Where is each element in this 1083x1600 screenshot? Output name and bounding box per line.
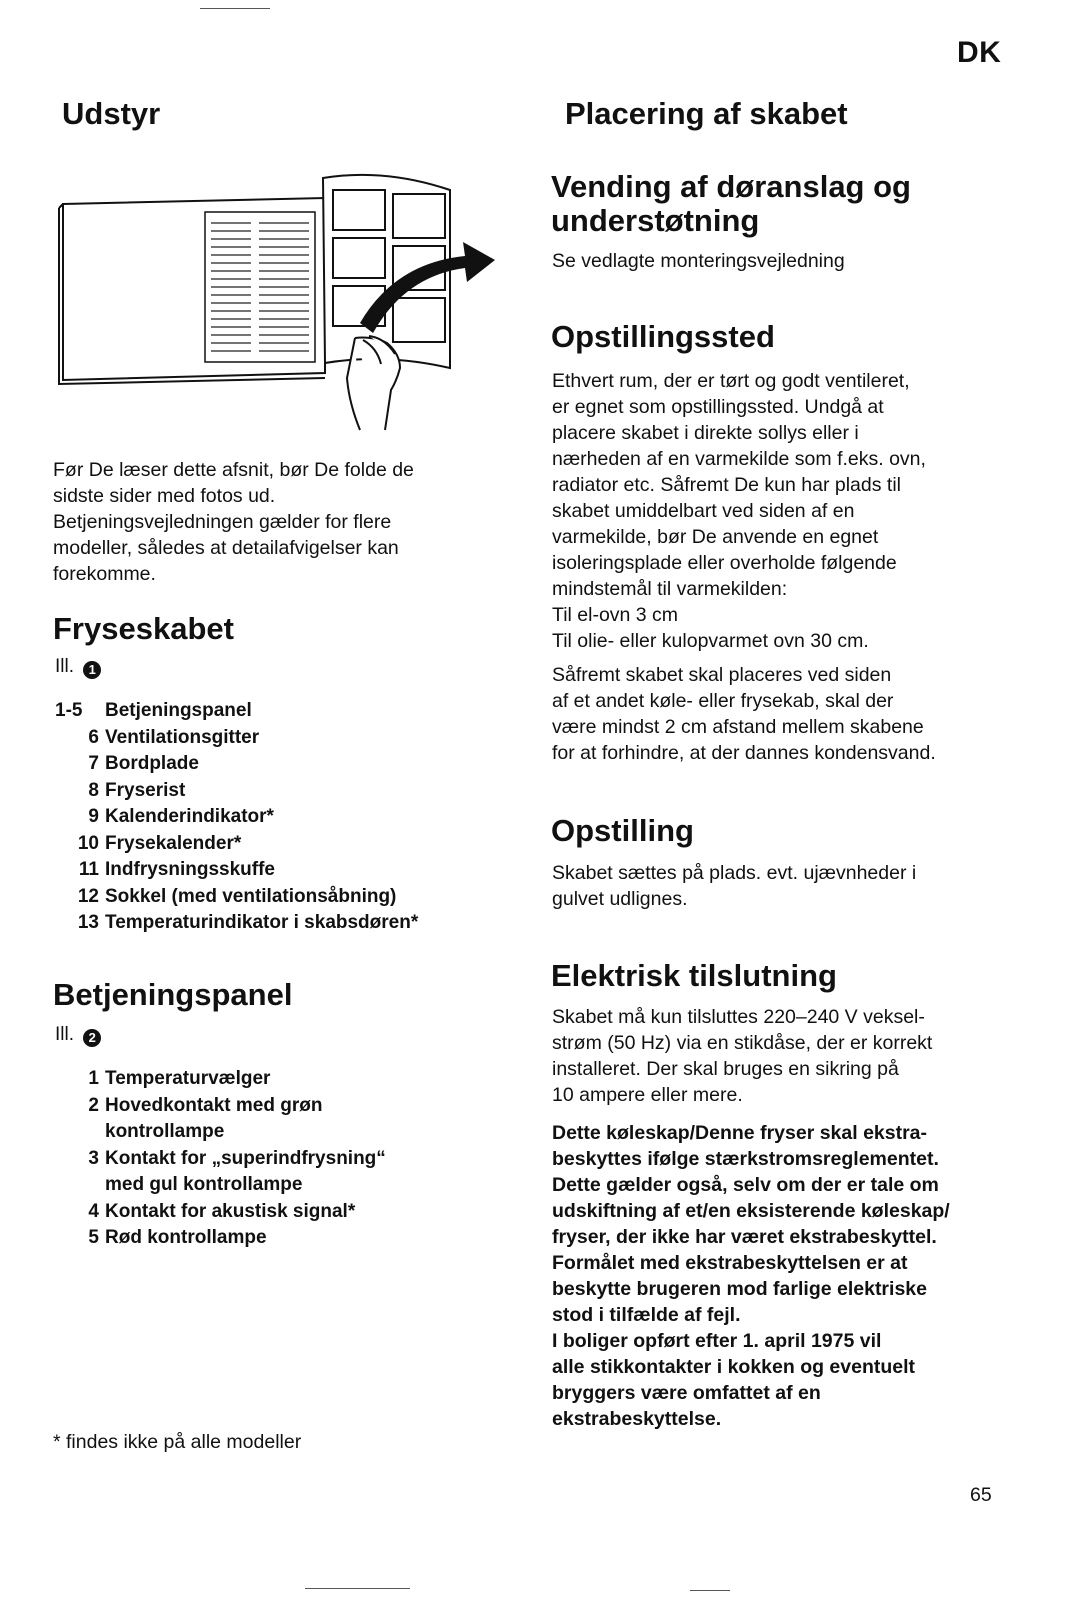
item-number: 5	[88, 1227, 99, 1248]
item-number: 9	[88, 806, 99, 827]
elektrisk-paragraph-1	[552, 1004, 1032, 1108]
item-text: Frysekalender*	[105, 832, 242, 854]
list-item	[55, 1199, 515, 1226]
section-title-placering: Placering af skabet	[565, 96, 848, 131]
betjeningspanel-controls-list	[55, 1066, 515, 1252]
footnote: * findes ikke på alle modeller	[53, 1431, 302, 1453]
title-line: understøtning	[551, 203, 760, 239]
item-number: 1	[88, 1068, 99, 1089]
illustration-reference-2	[55, 1024, 101, 1047]
text-line: alle stikkontakter i kokken og eventuelt	[552, 1356, 916, 1378]
text-line: strøm (50 Hz) via en stikdåse, der er korrekt	[552, 1032, 933, 1054]
item-text: kontrollampe	[105, 1121, 225, 1142]
list-item	[55, 751, 515, 778]
vending-text: Se vedlagte monteringsvejledning	[552, 250, 845, 272]
list-item	[55, 778, 515, 805]
opstilling-text	[552, 860, 1032, 912]
list-item	[55, 910, 515, 937]
list-item	[55, 725, 515, 752]
item-text: Temperaturvælger	[105, 1068, 271, 1089]
text-line: I boliger opført efter 1. april 1975 vil	[552, 1330, 882, 1352]
text-line: Til el-ovn 3 cm	[552, 604, 679, 626]
udstyr-intro-line: sidste sider med fotos ud.	[53, 485, 276, 507]
scan-mark-top	[200, 8, 270, 9]
list-item	[55, 1093, 515, 1146]
list-item	[55, 831, 515, 858]
text-line: bryggers være omfattet af en	[552, 1382, 821, 1404]
language-code: DK	[957, 36, 1002, 69]
text-line: Skabet sættes på plads. evt. ujævnheder i	[552, 862, 917, 884]
text-line: skabet umiddelbart ved siden af en	[552, 500, 855, 522]
text-line: beskyttes ifølge stærkstromsreglementet.	[552, 1148, 939, 1170]
text-line: være mindst 2 cm afstand mellem skabene	[552, 716, 924, 738]
text-line: nærheden af en varmekilde som f.eks. ovn,	[552, 448, 926, 470]
item-text: Rød kontrollampe	[105, 1227, 267, 1248]
text-line: beskytte brugeren mod farlige elektriske	[552, 1278, 927, 1300]
ill-label: Ill.	[55, 1024, 74, 1045]
fryseskabet-parts-list	[55, 698, 515, 937]
opstillingssted-paragraph-1	[552, 368, 1032, 654]
text-line: installeret. Der skal bruges en sikring på	[552, 1058, 899, 1080]
item-text: Temperaturindikator i skabsdøren*	[105, 912, 419, 933]
item-text: med gul kontrollampe	[105, 1174, 303, 1195]
ill-number-badge: 1	[83, 661, 101, 679]
item-number: 10	[77, 832, 99, 854]
scan-mark-bottom	[305, 1588, 410, 1589]
item-number: 6	[88, 726, 99, 748]
section-title-betjeningspanel: Betjeningspanel	[53, 977, 293, 1012]
section-title-udstyr: Udstyr	[62, 96, 161, 131]
scan-mark-bottom-right	[690, 1590, 730, 1591]
text-line: fryser, der ikke har været ekstrabeskyttel.	[552, 1226, 937, 1248]
illustration-reference-1	[55, 656, 101, 679]
item-number: 13	[77, 912, 99, 933]
item-text: Kalenderindikator*	[105, 806, 274, 827]
list-item	[55, 1066, 515, 1093]
section-title-vending	[551, 170, 1031, 238]
page-number: 65	[970, 1484, 992, 1506]
item-text: Fryserist	[105, 779, 186, 801]
udstyr-intro-line: forekomme.	[53, 563, 156, 585]
list-item	[55, 884, 515, 911]
item-text: Kontakt for „superindfrysning“	[105, 1147, 386, 1169]
list-item	[55, 804, 515, 831]
text-line: Skabet må kun tilsluttes 220–240 V veksel-	[552, 1006, 925, 1028]
item-number: 7	[88, 753, 99, 774]
item-number: 11	[78, 859, 99, 880]
text-line: varmekilde, bør De anvende en egnet	[552, 526, 879, 548]
text-line: Til olie- eller kulopvarmet ovn 30 cm.	[552, 630, 869, 652]
text-line: Dette køleskap/Denne fryser skal ekstra-	[552, 1122, 928, 1144]
text-line: ekstrabeskyttelse.	[552, 1408, 722, 1430]
elektrisk-paragraph-2	[552, 1120, 1042, 1432]
text-line: placere skabet i direkte sollys eller i	[552, 422, 859, 444]
item-text: Indfrysningsskuffe	[105, 859, 275, 880]
text-line: gulvet udlignes.	[552, 888, 688, 910]
item-text: Kontakt for akustisk signal*	[105, 1200, 356, 1222]
section-title-opstillingssted: Opstillingssted	[551, 319, 775, 354]
foldout-pages-illustration	[55, 168, 500, 453]
section-title-elektrisk: Elektrisk tilslutning	[551, 958, 837, 993]
item-text: Betjeningspanel	[105, 700, 252, 721]
udstyr-intro-line: Betjeningsvejledningen gælder for flere	[53, 511, 392, 533]
list-item	[55, 1146, 515, 1199]
text-line: 10 ampere eller mere.	[552, 1084, 743, 1106]
item-number: 12	[77, 885, 99, 907]
list-item	[55, 698, 515, 725]
list-item	[55, 1225, 515, 1252]
item-text: Bordplade	[105, 753, 199, 774]
text-line: er egnet som opstillingssted. Undgå at	[552, 396, 884, 418]
item-number: 4	[88, 1200, 99, 1222]
item-text: Hovedkontakt med grøn	[105, 1094, 323, 1116]
list-item	[55, 857, 515, 884]
udstyr-intro-line: Før De læser dette afsnit, bør De folde de	[53, 459, 414, 481]
text-line: Dette gælder også, selv om der er tale om	[552, 1174, 939, 1196]
section-title-opstilling: Opstilling	[551, 813, 694, 848]
text-line: udskiftning af et/en eksisterende køleskap/	[552, 1200, 950, 1222]
item-number: 2	[88, 1094, 99, 1116]
text-line: af et andet køle- eller frysekab, skal der	[552, 690, 894, 712]
item-text: Ventilationsgitter	[105, 726, 260, 748]
ill-label: Ill.	[55, 656, 74, 677]
item-number: 8	[88, 779, 99, 801]
udstyr-intro-line: modeller, således at detailafvigelser kan	[53, 537, 399, 559]
opstillingssted-paragraph-2	[552, 662, 1032, 766]
item-text: Sokkel (med ventilationsåbning)	[105, 885, 397, 907]
text-line: Såfremt skabet skal placeres ved siden	[552, 664, 892, 686]
text-line: Ethvert rum, der er tørt og godt ventileret,	[552, 370, 910, 392]
text-line: for at forhindre, at der dannes kondensvand.	[552, 742, 936, 764]
ill-number-badge: 2	[83, 1029, 101, 1047]
text-line: isoleringsplade eller overholde følgende	[552, 552, 897, 574]
text-line: Formålet med ekstrabeskyttelsen er at	[552, 1252, 908, 1274]
text-line: stod i tilfælde af fejl.	[552, 1304, 741, 1326]
title-line: Vending af døranslag og	[551, 169, 911, 204]
text-line: mindstemål til varmekilden:	[552, 578, 788, 600]
text-line: radiator etc. Såfremt De kun har plads til	[552, 474, 901, 496]
item-number: 3	[88, 1147, 99, 1169]
item-number: 1-5	[55, 700, 83, 721]
section-title-fryseskabet: Fryseskabet	[53, 611, 234, 646]
udstyr-intro	[53, 457, 483, 587]
